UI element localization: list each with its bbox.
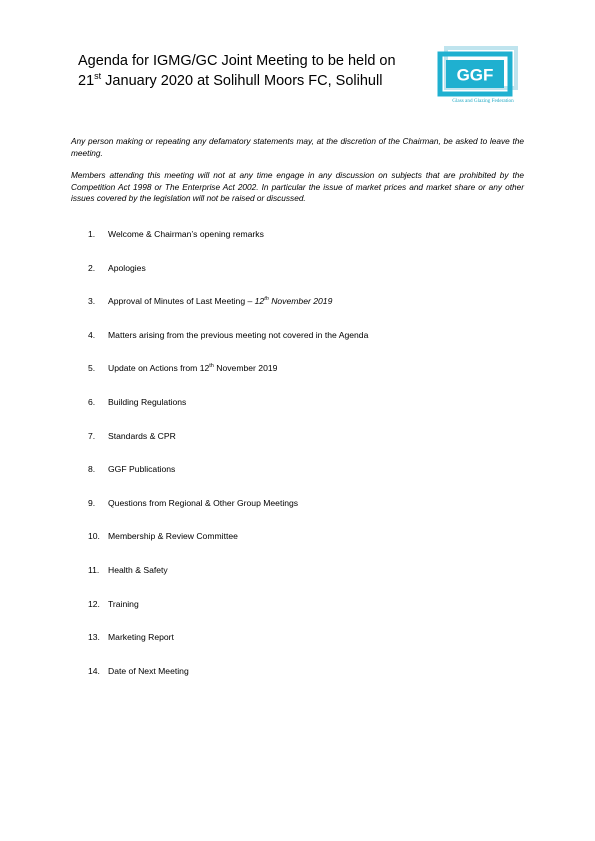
agenda-item-text [108,363,277,374]
defamation-notice: Any person making or repeating any defamatory statements may, at the discretion of the Chairman, be asked to leave the meeting. [71,136,524,158]
title-text-2: January 2020 at Solihull Moors FC, Solihull [101,72,383,89]
agenda-item-date [255,296,333,306]
agenda-item-number: 14. [88,665,100,676]
agenda-item-label: Update on Actions from 12 [108,363,210,374]
agenda-item-number: 6. [88,397,96,407]
title-ordinal-suffix: st [94,70,102,81]
agenda-item-number: 10. [88,531,100,542]
agenda-item-number: 9. [88,497,96,508]
agenda-item-label: Health & Safety [108,565,168,575]
agenda-item-number: 7. [88,430,96,441]
agenda-item-number: 11. [88,565,100,575]
agenda-item-label: Approval of Minutes of Last Meeting – [108,296,255,307]
logo-tagline: Glass and Glazing Federation [452,98,514,104]
agenda-item-number: 8. [88,464,96,475]
agenda-item-text [108,330,368,341]
agenda-item-label: Standards & CPR [108,430,176,441]
title-text-1: Agenda for IGMG/GC Joint Meeting to be held on 21 [78,53,396,89]
agenda-item-date-rest: November 2019 [268,296,333,307]
agenda-item-date-day: 12 [254,296,265,307]
agenda-item-number: 13. [88,632,100,643]
agenda-item-text [108,498,298,509]
agenda-item-label: Apologies [108,262,146,273]
agenda-item-text [108,565,168,576]
agenda-item-text [108,229,264,240]
agenda-item-label: Marketing Report [108,632,174,643]
agenda-item-number: 2. [88,262,96,273]
agenda-item-number: 12. [88,598,100,609]
agenda-item-label: Date of Next Meeting [108,665,189,676]
agenda-item-text [108,666,189,677]
agenda-item-label: Training [108,598,139,609]
agenda-item-text [108,531,238,542]
agenda-item-label: GGF Publications [108,464,176,475]
agenda-item-text [108,263,146,274]
agenda-item-text [108,296,332,307]
agenda-item-label: Questions from Regional & Other Group Meetings [108,497,299,508]
competition-law-notice: Members attending this meeting will not at any time engage in any discussion on subjects that are prohibited by the Competition Act 1998 or The Enterprise Act 2002. In particular the issue of market prices and market share or any other issues covered by the legislation will not be raised or discussed. [71,170,524,203]
agenda-item-label: Building Regulations [108,397,187,407]
agenda-item-date-suffix: th [264,296,269,303]
agenda-item-number: 3. [88,296,96,307]
agenda-item-ordinal-suffix: th [209,363,214,370]
agenda-item-text [108,599,139,610]
agenda-item-text [108,431,176,442]
agenda-item-number: 1. [88,229,96,239]
ggf-logo-letters: GGF [456,65,494,85]
agenda-item-label: Welcome & Chairman’s opening remarks [108,229,264,239]
agenda-item-number: 5. [88,363,96,374]
agenda-item-text [108,397,186,408]
agenda-item-label: Membership & Review Committee [108,531,238,542]
agenda-item-text [108,632,174,643]
agenda-item-number: 4. [88,329,96,340]
agenda-item-text [108,464,175,475]
agenda-item-label-rest: November 2019 [213,363,278,374]
agenda-item-label: Matters arising from the previous meeting not covered in the Agenda [108,329,369,340]
